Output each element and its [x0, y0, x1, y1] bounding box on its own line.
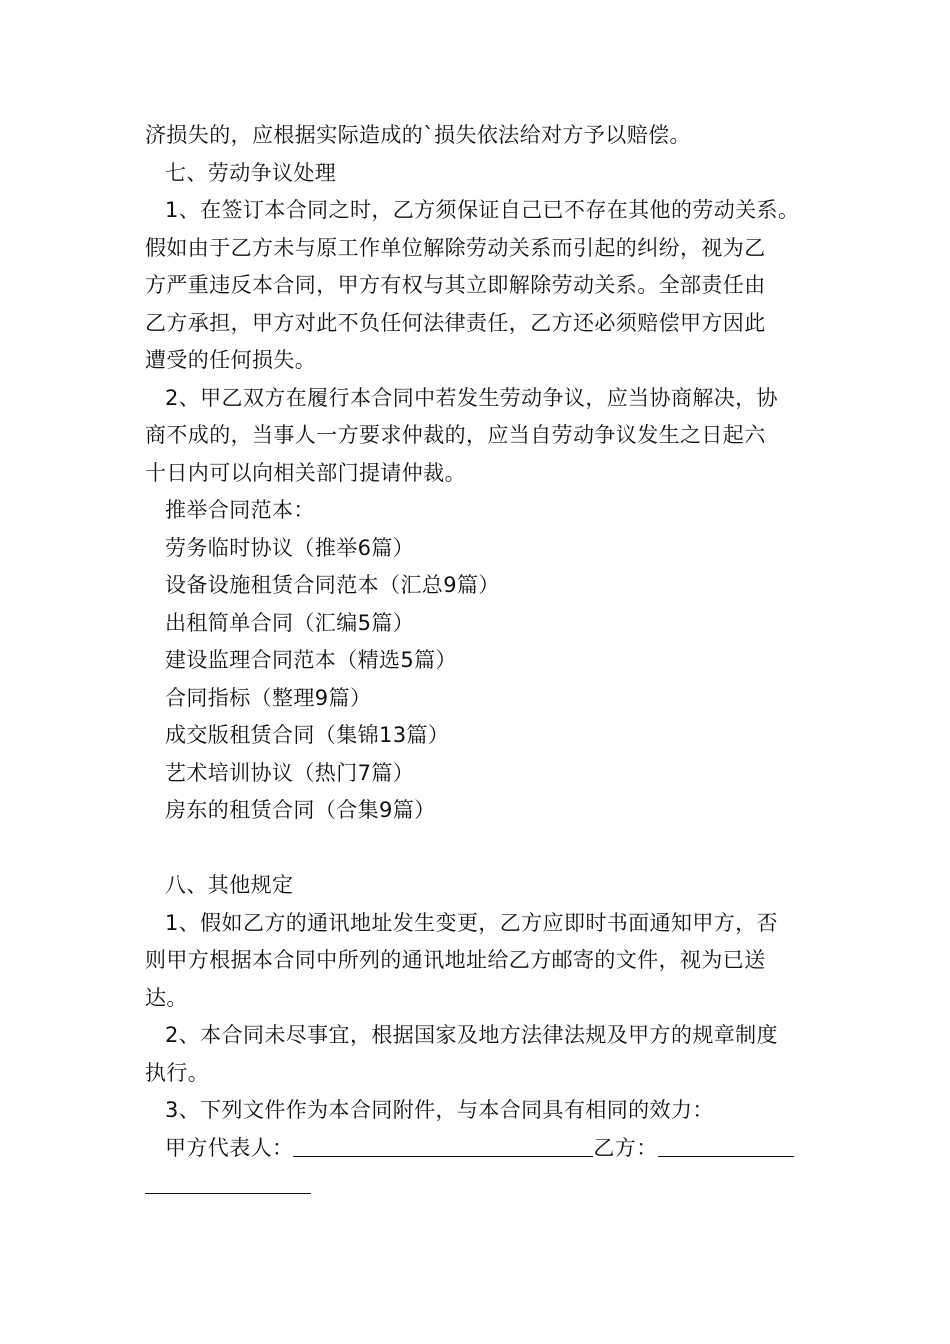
paragraph-line: 乙方承担，甲方对此不负任何法律责任，乙方还必须赔偿甲方因此 [145, 310, 766, 335]
party-a-label: 甲方代表人： [165, 1135, 294, 1160]
paragraph-line: 达。 [145, 985, 188, 1010]
recommended-template-link[interactable]: 出租简单合同（汇编5篇） [165, 610, 415, 635]
recommended-templates-heading: 推举合同范本： [165, 498, 315, 522]
recommended-template-link[interactable]: 劳务临时协议（推举6篇） [165, 535, 415, 560]
party-b-signature-field[interactable] [658, 1132, 794, 1157]
party-b-label: 乙方： [593, 1135, 658, 1160]
paragraph-line: 3、下列文件作为本合同附件，与本合同具有相同的效力： [165, 1098, 714, 1122]
paragraph-line: 十日内可以向相关部门提请仲裁。 [145, 460, 466, 485]
paragraph-line: 则甲方根据本合同中所列的通讯地址给乙方邮寄的文件，视为已送 [145, 948, 766, 972]
party-a-signature-field[interactable] [293, 1132, 593, 1157]
party-b-signature-field-continued[interactable] [145, 1169, 311, 1194]
paragraph-line: 假如由于乙方未与原工作单位解除劳动关系而引起的纠纷，视为乙 [145, 235, 766, 260]
paragraph-line: 遭受的任何损失。 [145, 348, 317, 372]
recommended-template-link[interactable]: 设备设施租赁合同范本（汇总9篇） [165, 573, 500, 597]
document-body [145, 117, 815, 1205]
recommended-template-link[interactable]: 房东的租赁合同（合集9篇） [165, 798, 436, 822]
recommended-template-link[interactable]: 艺术培训协议（热门7篇） [165, 760, 415, 785]
paragraph-line: 商不成的，当事人一方要求仲裁的，应当自劳动争议发生之日起六 [145, 423, 766, 447]
signature-row-continued [145, 1167, 815, 1205]
recommended-template-link[interactable]: 建设监理合同范本（精选5篇） [165, 648, 457, 672]
recommended-template-link[interactable]: 成交版租赁合同（集锦13篇） [165, 723, 450, 747]
blank-line [145, 830, 815, 868]
paragraph-line: 2、甲乙双方在履行本合同中若发生劳动争议，应当协商解决，协 [165, 385, 778, 410]
section-heading-labor-dispute: 七、劳动争议处理 [165, 160, 337, 185]
paragraph-line: 1、假如乙方的通讯地址发生变更，乙方应即时书面通知甲方，否 [165, 910, 778, 935]
paragraph-line: 方严重违反本合同，甲方有权与其立即解除劳动关系。全部责任由 [145, 273, 766, 297]
paragraph-line: 执行。 [145, 1060, 210, 1085]
section-heading-other-provisions: 八、其他规定 [165, 873, 294, 897]
recommended-template-link[interactable]: 合同指标（整理9篇） [165, 685, 372, 710]
signature-row [145, 1130, 815, 1168]
paragraph-line: 2、本合同未尽事宜，根据国家及地方法律法规及甲方的规章制度 [165, 1023, 778, 1047]
paragraph-line: 济损失的，应根据实际造成的`损失依法给对方予以赔偿。 [145, 123, 691, 147]
paragraph-line: 1、在签订本合同之时，乙方须保证自己已不存在其他的劳动关系。 [165, 198, 800, 222]
